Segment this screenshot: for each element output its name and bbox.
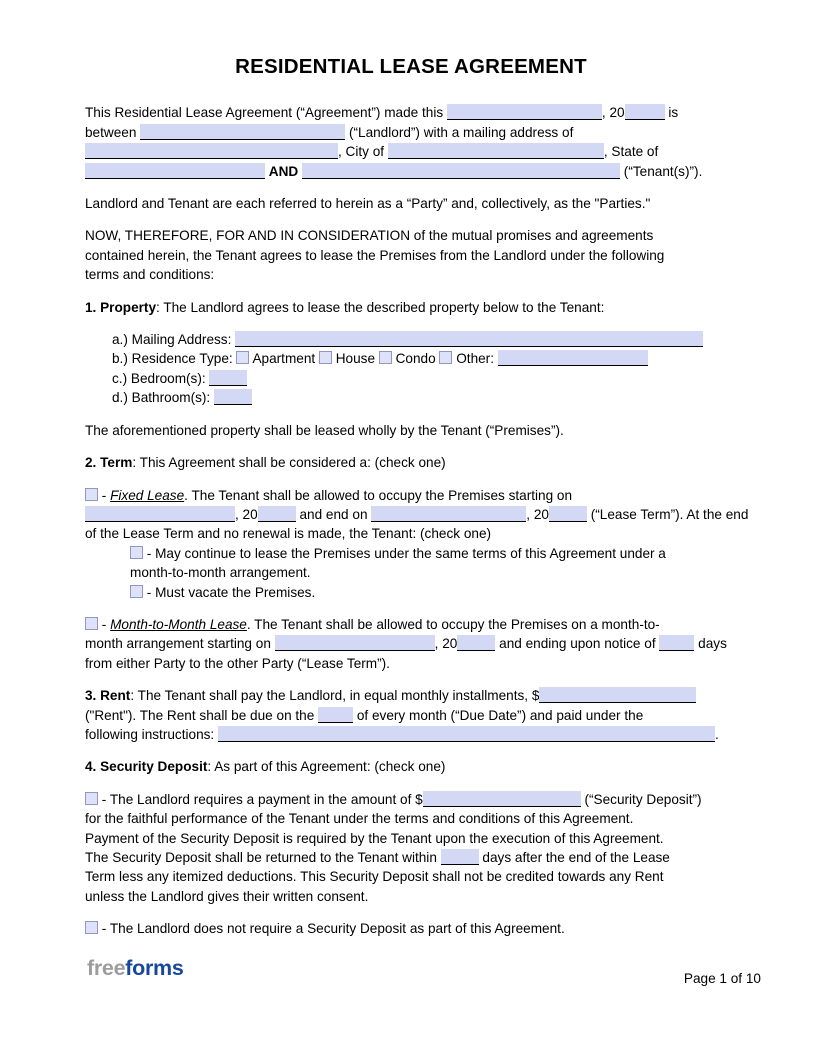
intro-paragraph (85, 103, 745, 181)
checkbox-month-to-month[interactable] (85, 617, 98, 630)
section-4-security-deposit (85, 757, 745, 776)
text-run: (“Lease Term”). At the end (586, 506, 749, 522)
text-run: (“Security Deposit”) (580, 791, 702, 807)
property-item-bathrooms (112, 388, 745, 407)
section-1-property (85, 298, 745, 317)
field-deposit-return-days[interactable] (441, 849, 479, 865)
text-run: (“Tenant(s)”). (620, 163, 703, 179)
field-agreement-day[interactable] (447, 104, 602, 120)
text-run: - (98, 616, 111, 632)
section-2-term (85, 453, 745, 472)
checkbox-condo[interactable] (379, 351, 392, 364)
field-fixed-end-date[interactable] (371, 506, 526, 522)
text-run: Month-to-Month Lease (110, 616, 247, 632)
text-run: The aforementioned property shall be leased wholly by the Tenant (“Premises”). (85, 422, 564, 438)
page-number: Page 1 of 10 (683, 971, 761, 986)
text-run: between (85, 124, 141, 140)
field-agreement-year[interactable] (625, 104, 665, 120)
checkbox-apartment[interactable] (236, 351, 249, 364)
field-bathrooms[interactable] (214, 389, 252, 405)
field-rent-amount[interactable] (539, 687, 696, 703)
text-run: Fixed Lease (110, 487, 185, 503)
text-run: a.) Mailing Address: (112, 332, 236, 348)
freeforms-logo (87, 956, 184, 980)
fixed-lease-paragraph (85, 486, 749, 544)
text-run: days (694, 636, 727, 652)
field-rent-due-day[interactable] (318, 707, 353, 723)
month-to-month-paragraph (85, 615, 745, 673)
text-run: - Must vacate the Premises. (143, 584, 316, 600)
text-run: month arrangement starting on (85, 636, 275, 652)
page-title: RESIDENTIAL LEASE AGREEMENT (235, 55, 587, 78)
text-run: of the Lease Term and no renewal is made, the Tenant: (check one) (85, 526, 492, 542)
fixed-lease-option-vacate (130, 583, 745, 602)
field-residence-other[interactable] (498, 350, 648, 366)
text-run: is (664, 105, 679, 121)
text-run: - (98, 487, 111, 503)
text-run: , 20 (235, 506, 258, 522)
text-run: Landlord and Tenant are each referred to herein as a “Party” and, collectively, as the "Parties." (85, 196, 651, 212)
text-run: Term less any itemized deductions. This Security Deposit shall not be credited towards any Rent (85, 869, 664, 885)
checkbox-must-vacate[interactable] (130, 585, 143, 598)
security-deposit-required-paragraph (85, 790, 745, 906)
text-run: c.) Bedroom(s): (112, 370, 210, 386)
field-landlord-state[interactable] (85, 163, 265, 179)
checkbox-security-deposit-required[interactable] (85, 792, 98, 805)
text-run: following instructions: (85, 726, 218, 742)
section-3-rent (85, 686, 745, 744)
text-run: of every month (“Due Date”) and paid under the (353, 707, 644, 723)
text-run: (“Landlord”) with a mailing address of (345, 124, 574, 140)
field-landlord-address[interactable] (85, 143, 338, 159)
parties-paragraph (85, 194, 745, 213)
checkbox-no-security-deposit[interactable] (85, 921, 98, 934)
property-item-mailing-address (112, 330, 745, 349)
field-mtm-start-year[interactable] (457, 635, 495, 651)
text-run: and ending upon notice of (495, 636, 660, 652)
text-run: Other: (452, 351, 498, 367)
text-run: , City of (338, 144, 388, 160)
logo-text-forms: forms (125, 956, 184, 980)
field-payment-instructions[interactable] (218, 726, 715, 742)
field-tenant-name[interactable] (302, 163, 620, 179)
text-run: Payment of the Security Deposit is required by the Tenant upon the execution of this Agreement. (85, 830, 664, 846)
field-landlord-city[interactable] (388, 143, 604, 159)
text-run: 1. Property (85, 299, 157, 315)
text-run: The Security Deposit shall be returned to the Tenant within (85, 850, 441, 865)
security-deposit-not-required-paragraph (85, 919, 745, 938)
field-bedrooms[interactable] (209, 370, 247, 386)
consideration-paragraph (85, 226, 745, 284)
text-run: : The Landlord agrees to lease the described property below to the Tenant: (156, 299, 605, 315)
field-property-address[interactable] (235, 331, 703, 347)
text-run: unless the Landlord gives their written consent. (85, 888, 369, 904)
field-fixed-start-year[interactable] (258, 506, 296, 522)
text-run: , 20 (434, 636, 458, 652)
text-run: : The Tenant shall pay the Landlord, in equal monthly installments, $ (130, 688, 540, 704)
text-run: NOW, THEREFORE, FOR AND IN CONSIDERATION of the mutual promises and agreements (85, 228, 654, 244)
field-mtm-notice-days[interactable] (659, 635, 694, 651)
checkbox-may-continue[interactable] (130, 546, 143, 559)
field-fixed-end-year[interactable] (549, 506, 587, 522)
text-run: b.) Residence Type: (112, 351, 237, 367)
logo-text-free: free (87, 956, 126, 980)
text-run: days after the end of the Lease (478, 850, 670, 865)
checkbox-fixed-lease[interactable] (85, 488, 98, 501)
text-run: Condo (391, 351, 440, 367)
text-run: . (714, 726, 719, 742)
text-run: month-to-month arrangement. (130, 565, 311, 581)
text-run: from either Party to the other Party (“Lease Term”). (85, 655, 390, 671)
field-fixed-start-date[interactable] (85, 506, 235, 522)
premises-paragraph (85, 421, 745, 440)
text-run: . The Tenant shall be allowed to occupy the Premises on a month-to- (246, 616, 660, 632)
field-security-deposit-amount[interactable] (423, 791, 581, 807)
document-content (85, 55, 749, 952)
text-run: , 20 (601, 105, 625, 121)
text-run: - The Landlord requires a payment in the amount of $ (98, 791, 423, 807)
text-run: and end on (295, 506, 372, 522)
text-run: Apartment (249, 351, 319, 367)
checkbox-other[interactable] (439, 351, 452, 364)
text-run: - May continue to lease the Premises under the same terms of this Agreement under a (143, 545, 666, 561)
property-item-residence-type (112, 349, 745, 368)
text-run: House (331, 351, 379, 367)
text-run: , 20 (526, 506, 549, 522)
field-mtm-start-date[interactable] (275, 635, 435, 651)
text-run: This Residential Lease Agreement (“Agreement”) made this (85, 105, 447, 121)
checkbox-house[interactable] (319, 351, 332, 364)
document-body (85, 103, 749, 938)
text-run: 4. Security Deposit (85, 759, 208, 775)
text-run: : As part of this Agreement: (check one) (207, 759, 446, 775)
text-run: . The Tenant shall be allowed to occupy the Premises starting on (184, 487, 573, 503)
text-run: 2. Term (85, 455, 133, 471)
text-run: : This Agreement shall be considered a: (check one) (132, 455, 446, 471)
text-run: AND (268, 163, 299, 179)
text-run: terms and conditions: (85, 267, 215, 283)
text-run: ("Rent"). The Rent shall be due on the (85, 707, 319, 723)
property-item-bedrooms (112, 369, 745, 388)
text-run: contained herein, the Tenant agrees to lease the Premises from the Landlord under the following (85, 247, 665, 263)
fixed-lease-option-continue (130, 544, 745, 583)
field-landlord-name[interactable] (140, 124, 345, 140)
text-run: , State of (603, 144, 659, 160)
text-run: for the faithful performance of the Tenant under the terms and conditions of this Agreement. (85, 811, 634, 827)
text-run: - The Landlord does not require a Security Deposit as part of this Agreement. (98, 921, 565, 937)
text-run: 3. Rent (85, 688, 131, 704)
text-run: d.) Bathroom(s): (112, 390, 214, 406)
